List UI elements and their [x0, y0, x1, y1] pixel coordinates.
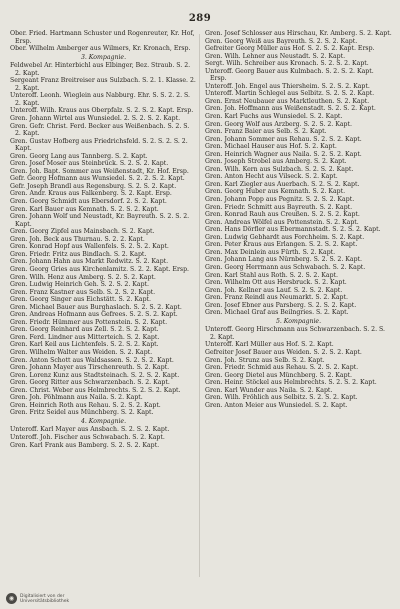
list-entry: Unteroff. Karl Mayer aus Ansbach. S. 2. S. 2. Kapt.	[10, 426, 170, 434]
list-entry: Gren. Wilh. Henz aus Amberg. S. 2. S. 2. Kapt.	[10, 273, 156, 281]
list-entry: Gren. Friedr. Fritz aus Bindlach. S. 2. Kapt.	[10, 250, 147, 258]
list-entry: Gren. Fritz Seidel aus Münchberg. S. 2. Kapt.	[10, 409, 154, 417]
list-entry: Gren. Ernst Neubauer aus Marktleuthen. S. 2. Kapt.	[205, 97, 370, 105]
list-entry: Gren. Ludwig Heinrich Geh. S. 2. S. 2. Kapt.	[10, 281, 150, 289]
list-entry: Gren. Georg Wolf aus Arzberg. S. 2. S. 2. Kapt.	[205, 120, 352, 128]
list-entry: Gren. Peter Kraus aus Erlangen. S. 2. S. 2. Kapt.	[205, 241, 358, 249]
list-entry: Gren. Wilhelm Ott aus Hersbruck. S. 2. Kapt.	[205, 279, 347, 287]
list-entry: Gren. Josef Ebner aus Parsberg. S. 2. S. 2. Kapt.	[205, 301, 357, 309]
list-entry: Gren. Georg Lang aus Tannberg. S. 2. Kapt.	[10, 152, 148, 160]
list-entry: Gren. Johann Wirtel aus Wunsiedel. 2. S. 2. S. 2. Kapt.	[10, 115, 181, 123]
list-entry: Gren. Konrad Hopf aus Wallenfels. S. 2. S. 2. Kapt.	[10, 243, 169, 251]
list-entry: Gren. Karl Fuchs aus Wunsiedel. S. 2. Kapt.	[205, 113, 343, 121]
list-entry: Gefreiter Josef Bauer aus Weiden. S. 2. S. 2. Kapt.	[205, 348, 362, 356]
list-entry: Gren. Georg Schmidt aus Ebersdorf. 2. S. 2. Kapt.	[10, 198, 167, 206]
library-logo	[6, 593, 69, 604]
list-entry: Gren. Joh. Bapt. Sommer aus Weißenstadt, Kr. Hof. Ersp.	[10, 167, 189, 175]
list-entry: Gren. Wilh. Kern aus Sulzbach. S. 2. S. 2. Kapt.	[205, 165, 354, 173]
list-entry: Gren. Hans Dörfler aus Ebermannstadt. S. 2. S. 2. Kapt.	[205, 226, 381, 234]
list-entry: Unteroff. Joh. Fischer aus Schwabach. S. 2. Kapt.	[10, 433, 165, 441]
list-entry: Gren. Georg Herrmann aus Schwabach. S. 2. Kapt.	[205, 263, 366, 271]
list-entry: Gren. Georg Ritter aus Schwarzenbach. S. 2. Kapt.	[10, 379, 170, 387]
list-entry: Gren. Karl Frank aus Bamberg. S. 2. S. 2. Kapt.	[10, 441, 160, 449]
list-entry: Gren. Karl Stahl aus Roth. S. 2. S. 2. Kapt.	[205, 271, 339, 279]
list-entry: Gren. Friedr. Hümmer aus Pottenstein. S. 2. Kapt.	[10, 318, 168, 326]
list-entry: Gren. Franz Baier aus Selb. S. 2. Kapt.	[205, 128, 327, 136]
section-heading: 4. Kompagnie.	[80, 417, 127, 425]
page-number: 289	[188, 13, 212, 24]
list-entry: Ober. Fried. Hartmann Schuster und Rogenreuter, Kr. Hof, Ersp.	[10, 30, 195, 45]
list-entry: Unteroff. Martin Schlegel aus Selbitz. S. 2. S. 2. Kapt.	[205, 90, 375, 98]
list-entry: Gren. Georg Singer aus Eichstätt. S. 2. Kapt.	[10, 296, 152, 304]
list-entry: Gren. Joh. Beck aus Thurnau. S. 2. 2. Kapt.	[10, 235, 145, 243]
library-logo-text	[20, 594, 69, 604]
list-entry: Gefr. Georg Hofmann aus Wunsiedel. S. 2. 2. S. 2. Kapt.	[10, 175, 185, 183]
list-entry: Gren. Gustav Hofberg aus Friedrichsfeld. S. 2. S. 2. S. 2. Kapt.	[10, 137, 188, 153]
list-entry: Gren. Joh. Hoffmann aus Weißenstadt. S. 2. S. 2. Kapt.	[205, 105, 376, 113]
list-entry: Feldwebel Ar. Hinterbichl aus Elbinger, Bez. Straub. S. 2. 2. Kapt.	[10, 62, 191, 77]
list-entry: Gren. Andreas Hofmann aus Gefrees. S. 2. S. 2. Kapt.	[10, 311, 178, 319]
list-entry: Gren. Anton Hecht aus Vilseck. S. 2. Kapt.	[205, 173, 338, 181]
list-entry: Gren. Joseph Strobel aus Amberg. S. 2. Kapt.	[205, 158, 347, 166]
list-entry: Gren. Josef Moser aus Steinbrück. S. 2. S. 2. Kapt.	[10, 160, 169, 168]
list-entry: Gren. Josef Schlosser aus Hirschau, Kr. Amberg. S. 2. Kapt.	[205, 30, 392, 37]
list-entry: Gren. Karl Bauer aus Kemnath. S. 2. S. 2. Kapt.	[10, 205, 159, 213]
list-entry: Unteroff. Leonh. Wieglein aus Nabburg. Ehr. S. S. 2. 2. S. 2. Kapt.	[10, 92, 190, 107]
list-entry: Gren. Franz Reindl aus Neumarkt. S. 2. Kapt.	[205, 294, 348, 302]
list-entry: Gren. Wilh. Fröhlich aus Selbitz. S. 2. S. 2. Kapt.	[205, 394, 358, 402]
left-column	[10, 30, 197, 583]
section-heading: 3. Kompagnie.	[80, 53, 127, 61]
section-heading: 5. Kompagnie.	[275, 317, 322, 325]
list-entry: Gren. Anton Meier aus Wunsiedel. S. 2. Kapt.	[205, 401, 348, 409]
list-entry: Gren. Anton Schott aus Waldsassen. S. 2. S. 2. Kapt.	[10, 356, 174, 364]
list-entry: Gren. Georg Dietel aus Münchberg. S. 2. Kapt.	[205, 371, 352, 379]
list-entry: Unteroff. Georg Hirschmann aus Schwarzenbach. S. 2. S. 2. Kapt.	[205, 326, 386, 341]
library-logo-line1: Digitalisiert von der	[20, 593, 65, 599]
list-entry: Gren. Wilh. Lehner aus Neustadt. S. 2. Kapt.	[205, 52, 346, 60]
column-divider	[199, 34, 200, 577]
list-entry: Gren. Andr. Kraus aus Falkenberg. S. 2. Kapt. Ersp.	[10, 190, 172, 198]
list-entry: Gren. Georg Zipfel aus Mainsbach. S. 2. Kapt.	[10, 228, 155, 236]
list-entry: Gren. Joh. Kellner aus Lauf. S. 2. S. 2. Kapt.	[205, 286, 343, 294]
list-entry: Gren. Heinrich Wagner aus Naila. S. 2. S. 2. Kapt.	[205, 150, 362, 158]
list-entry: Gefreiter Georg Müller aus Hof. S. 2. S. 2. Kapt. Ersp.	[205, 45, 375, 53]
list-entry: Sergt. Wilh. Schreiber aus Kronach. S. 2. S. 2. Kapt.	[205, 60, 369, 68]
list-entry: Gefr. Joseph Brandl aus Regensburg. S. 2. S. 2. Kapt.	[10, 182, 177, 190]
list-entry: Gren. Konrad Rauh aus Creußen. S. 2. S. 2. Kapt.	[205, 211, 360, 219]
library-logo-icon: ◉	[6, 593, 17, 604]
list-entry: Gren. Georg Weiß aus Bayreuth. S. 2. S. 2. Kapt.	[205, 37, 358, 45]
list-entry: Gren. Gefr. Christ. Ferd. Becker aus Weißenbach. S. 2. S. 2. Kapt.	[10, 122, 190, 138]
list-entry: Gren. Michael Bauer aus Burghaslach. S. 2. S. 2. Kapt.	[10, 303, 182, 311]
list-entry: Unteroff. Joh. Engel aus Thiersheim. S. 2. S. 2. Kapt.	[205, 82, 370, 90]
list-entry: Gren. Johann Wolf und Neustadt, Kr. Bayreuth. S. 2. S. 2. Kapt.	[10, 213, 190, 228]
list-entry: Gren. Christ. Weber aus Helmbrechts. S. 2. S. 2. Kapt.	[10, 386, 181, 394]
list-entry: Gren. Michael Hauser aus Hof. S. 2. Kapt.	[205, 143, 337, 151]
list-entry: Gren. Johann Hahn aus Markt Redwitz. S. 2. Kapt.	[10, 258, 169, 266]
list-entry: Sergeant Franz Breitreiser aus Sulzbach. S. 2. 1. Klasse. 2. 2. Kapt.	[10, 77, 196, 92]
right-column	[205, 30, 392, 583]
list-entry: Gren. Karl Wunder aus Naila. S. 2. Kapt.	[205, 386, 333, 394]
list-entry: Unteroff. Georg Bauer aus Kulmbach. S. 2. S. 2. Kapt. Ersp.	[205, 67, 374, 83]
list-entry: Gren. Johann Mayer aus Tirschenreuth. S. 2. Kapt.	[10, 364, 170, 372]
list-entry: Gren. Friedr. Schmitt aus Bayreuth. S. 2. Kapt.	[205, 203, 353, 211]
list-entry: Gren. Karl Keil aus Lichtenfels. S. 2. S. 2. Kapt.	[10, 341, 159, 349]
list-entry: Gren. Johann Sommer aus Rehau. S. 2. S. 2. Kapt.	[205, 135, 362, 143]
list-entry: Gren. Heinrich Roth aus Rehau. S. 2. S. 2. Kapt.	[10, 401, 161, 409]
list-entry: Gren. Joh. Pöhlmann aus Naila. S. 2. Kapt.	[10, 394, 143, 402]
list-entry: Gren. Max Deinlein aus Fürth. S. 2. Kapt.	[205, 248, 336, 256]
list-entry: Gren. Heinr. Stöckel aus Helmbrechts. S. 2. S. 2. Kapt.	[205, 379, 377, 387]
list-entry: Gren. Friedr. Schmid aus Rehau. S. 2. S. 2. Kapt.	[205, 364, 359, 372]
list-entry: Gren. Johann Popp aus Pegnitz. S. 2. S. 2. Kapt.	[205, 196, 355, 204]
list-entry: Gren. Georg Gries aus Kirchenlamitz. S. 2. 2. Kapt. Ersp.	[10, 265, 190, 273]
list-entry: Gren. Wilhelm Walter aus Weiden. S. 2. Kapt.	[10, 348, 153, 356]
list-entry: Gren. Franz Kastner aus Selb. S. 2. S. 2. Kapt.	[10, 288, 156, 296]
list-entry: Unteroff. Wilh. Kraus aus Oberpfalz. S. 2. S. 2. Kapt. Ersp.	[10, 107, 194, 115]
list-entry: Gren. Ferd. Lindner aus Mitterteich. S. 2. Kapt.	[10, 333, 160, 341]
list-entry: Gren. Georg Huber aus Kemnath. S. 2. Kapt.	[205, 188, 346, 196]
list-entry: Gren. Michael Graf aus Beilngries. S. 2. Kapt.	[205, 309, 349, 317]
text-columns	[10, 30, 392, 583]
list-entry: Gren. Joh. Strunz aus Selb. S. 2. Kapt.	[205, 356, 325, 364]
list-entry: Gren. Johann Lang aus Nürnberg. S. 2. S. 2. Kapt.	[205, 256, 363, 264]
list-entry: Unteroff. Karl Müller aus Hof. S. 2. Kapt.	[205, 341, 334, 349]
list-entry: Gren. Georg Reinhard aus Zell. S. 2. S. 2. Kapt.	[10, 326, 159, 334]
list-entry: Gren. Andreas Wölfel aus Pottenstein. S. 2. Kapt.	[205, 218, 359, 226]
list-entry: Gren. Ludwig Gebhardt aus Forchheim. S. 2. Kapt.	[205, 233, 365, 241]
list-entry: Gren. Lorenz Kunz aus Stadtsteinach. S. 2. S. 2. Kapt.	[10, 371, 180, 379]
list-entry: Ober. Wilhelm Amberger aus Wilmers, Kr. Kronach, Ersp.	[10, 45, 191, 53]
library-logo-line2: Universitätsbibliothek	[20, 598, 70, 604]
list-entry: Gren. Karl Ziegler aus Auerbach. S. 2. S. 2. Kapt.	[205, 180, 360, 188]
